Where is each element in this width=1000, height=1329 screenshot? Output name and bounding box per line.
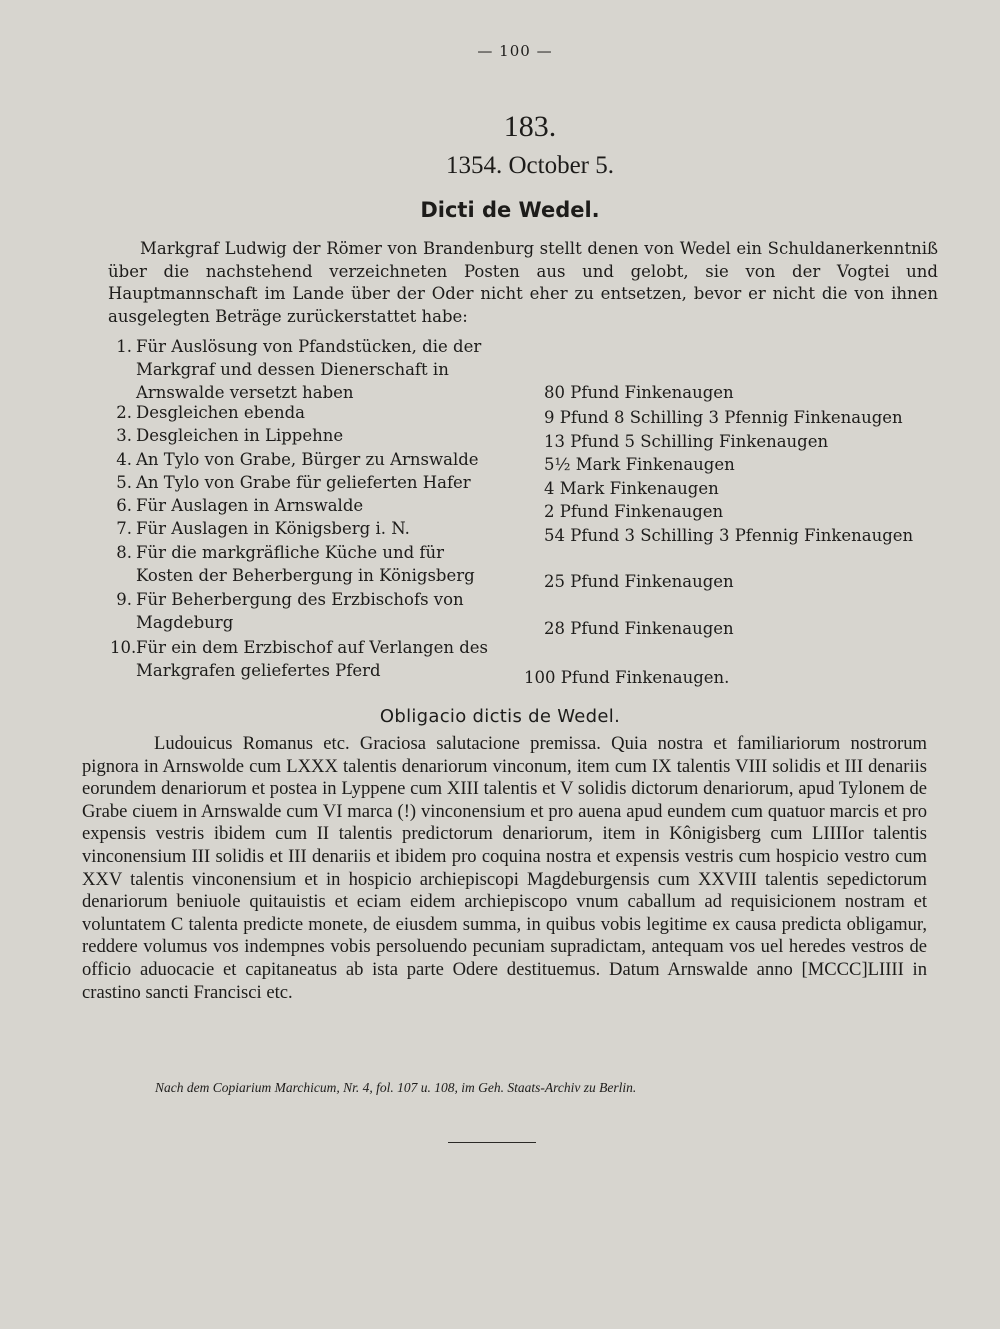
item-amount: 4 Mark Finkenaugen: [544, 479, 719, 498]
item-amount: 13 Pfund 5 Schilling Finkenaugen: [544, 432, 829, 451]
item-number: 8.: [116, 543, 132, 562]
latin-text-block: [82, 733, 927, 1004]
latin-heading: Obligacio dictis de Wedel.: [379, 706, 621, 727]
item-number: 10.: [110, 638, 137, 657]
item-number: 9.: [116, 590, 132, 609]
item-number: 4.: [116, 450, 132, 469]
item-text: Desgleichen ebenda: [136, 403, 305, 422]
page-number: — 100 —: [477, 42, 553, 60]
item-text: Desgleichen in Lippehne: [136, 426, 344, 445]
document-heading: Dicti de Wedel.: [420, 198, 600, 222]
item-text: Für Beherbergung des Erzbischofs von Magdeburg: [136, 590, 464, 632]
item-text: An Tylo von Grabe für gelieferten Hafer: [136, 473, 471, 492]
item-amount: 28 Pfund Finkenaugen: [544, 619, 734, 638]
item-amount: 5½ Mark Finkenaugen: [544, 455, 735, 474]
section-divider: [448, 1142, 536, 1143]
item-number: 7.: [116, 519, 132, 538]
item-text: Für Auslagen in Arnswalde: [136, 496, 364, 515]
document-date: 1354. October 5.: [445, 152, 615, 179]
intro-text: Markgraf Ludwig der Römer von Brandenburg stellt denen von Wedel ein Schuldanerkenntniß über die nachstehend verzeichneten Posten aus und gelobt, sie von der Vogtei und Hauptmannschaft im Lande über der Oder nicht eher zu entsetzen, bevor er nicht die von ihnen ausgelegten Beträge zurückerstattet habe:: [108, 239, 938, 326]
item-amount: 54 Pfund 3 Schilling 3 Pfennig Finkenaugen: [544, 526, 914, 545]
item-text: Für ein dem Erzbischof auf Verlangen des Markgrafen geliefertes Pferd: [136, 638, 489, 680]
source-note: Nach dem Copiarium Marchicum, Nr. 4, fol. 107 u. 108, im Geh. Staats-Archiv zu Berlin.: [155, 1080, 637, 1095]
item-number: 5.: [116, 473, 132, 492]
item-number: 1.: [116, 337, 132, 356]
item-amount: 2 Pfund Finkenaugen: [544, 502, 724, 521]
item-amount: 80 Pfund Finkenaugen: [544, 383, 734, 402]
item-text: Für die markgräfliche Küche und für Kosten der Beherbergung in Königsberg: [136, 543, 475, 585]
latin-paragraph: Ludouicus Romanus etc. Graciosa salutacione premissa. Quia nostra et familiariorum nostrorum pignora in Arnswolde cum LXXX talentis denariorum vinconum, item cum IX talentis VIII solidis et III denariis eorundem denariorum et postea in Lyppene cum XIII talentis et V solidis dictorum denariorum, apud Tylonem de Grabe ciuem in Arnswalde cum VI marca (!) vinconensium et pro auena apud eundem cum quatuor marcis et pro expensis vestris ibidem cum II talentis predictorum denariorum, item in Kônigisberg cum LIIIIor talentis vinconensium III solidis et III denariis et ibidem pro coquina nostra et expensis vestris cum hospicio vestro cum XXV talentis vinconensium et in hospicio archiepiscopi Magdeburgensis cum XXVIII talentis sepedictorum denariorum beniuole quitauistis et eciam eidem archiepiscopo vnum caballum ad requisicionem nostram et voluntatem C talenta predicte monete, de eiusdem summa, in quibus vobis legitime ex causa predicta obligamur, reddere volumus vos indempnes vobis persoluendo pecuniam supradictam, antequam vos uel heredes vestros de officio aduocacie et capitaneatus ab ista parte Odere destituemus. Datum Arnswalde anno [MCCC]LIIII in crastino sancti Francisci etc.: [82, 733, 927, 1003]
item-amount: 100 Pfund Finkenaugen.: [524, 668, 730, 687]
item-text: Für Auslagen in Königsberg i. N.: [136, 519, 410, 538]
item-amount: 25 Pfund Finkenaugen: [544, 572, 734, 591]
item-number: 3.: [116, 426, 132, 445]
item-number: 2.: [116, 403, 132, 422]
item-text: Für Auslösung von Pfandstücken, die der Markgraf und dessen Dienerschaft in Arnswalde versetzt haben: [136, 337, 482, 402]
item-text: An Tylo von Grabe, Bürger zu Arnswalde: [136, 450, 479, 469]
document-number: 183.: [503, 110, 557, 143]
item-amount: 9 Pfund 8 Schilling 3 Pfennig Finkenaugen: [544, 408, 903, 427]
item-number: 6.: [116, 496, 132, 515]
